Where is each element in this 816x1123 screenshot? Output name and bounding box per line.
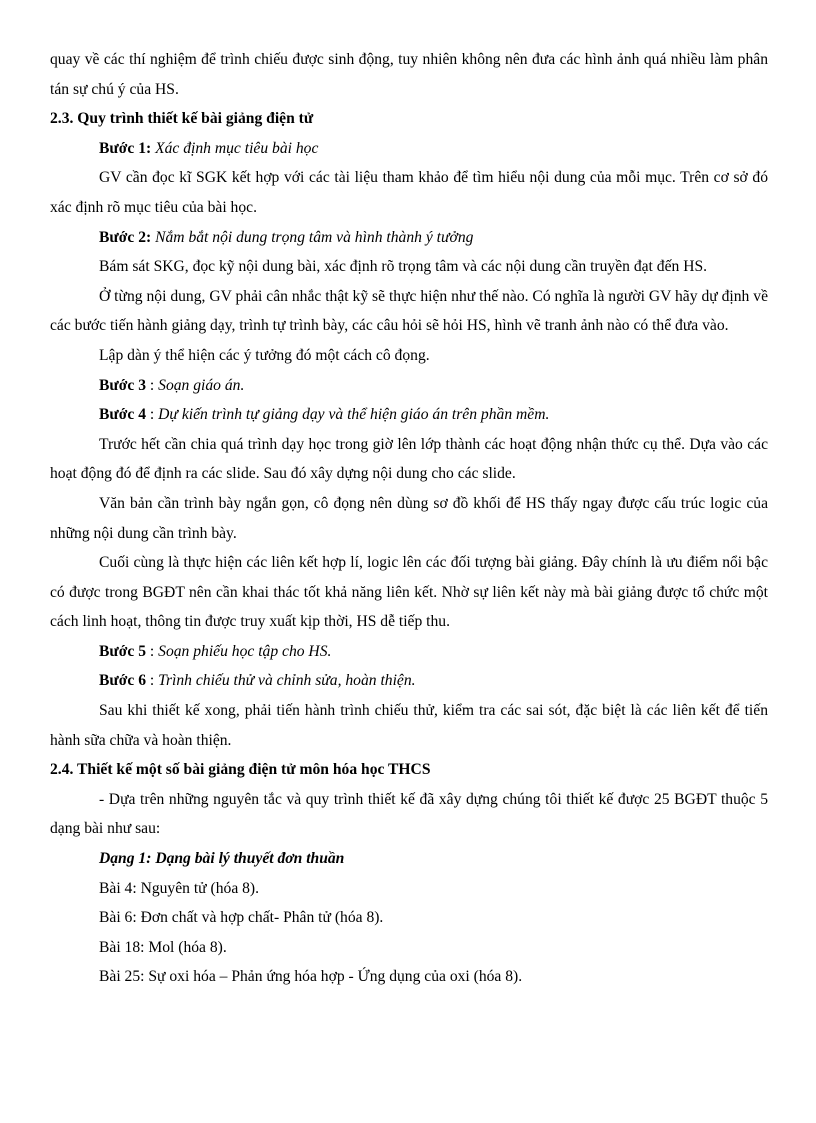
paragraph: GV cần đọc kĩ SGK kết hợp với các tài liệu tham khảo để tìm hiểu nội dung của mỗi mục. Trên cơ sở đó xác định rõ mục tiêu của bài học. [50,169,768,216]
step-label: Bước 3 [99,376,147,394]
step-title: Nắm bắt nội dung trọng tâm và hình thành ý tưởng [155,228,474,246]
section-heading-2-3: 2.3. Quy trình thiết kế bài giảng điện tử [50,110,314,128]
step-label: Bước 2: [99,228,152,246]
step-separator: : [146,672,159,690]
paragraph: Sau khi thiết kế xong, phải tiến hành trình chiếu thử, kiểm tra các sai sót, đặc biệt là các liên kết để tiến hành sữa chữa và hoàn thiện. [50,702,768,749]
step-label: Bước 4 [99,406,147,424]
paragraph: quay về các thí nghiệm để trình chiếu được sinh động, tuy nhiên không nên đưa các hình ảnh quá nhiều làm phân tán sự chú ý của HS. [50,51,768,98]
step-separator: : [146,406,159,424]
lesson-item: Bài 25: Sự oxi hóa – Phản ứng hóa hợp - Ứng dụng của oxi (hóa 8). [99,968,523,986]
step-1 [50,134,768,164]
step-title: Soạn giáo án. [158,376,245,394]
paragraph: Cuối cùng là thực hiện các liên kết hợp lí, logic lên các đối tượng bài giảng. Đây chính là ưu điểm nổi bậc có được trong BGĐT nên cần khai thác tốt khả năng liên kết. Nhờ sự liên kết này mà bài giảng được tổ chức một cách linh hoạt, thông tin được truy xuất kịp thời, HS dễ tiếp thu. [50,554,768,631]
paragraph: Ở từng nội dung, GV phải cân nhắc thật kỹ sẽ thực hiện như thế nào. Có nghĩa là người GV hãy dự định về các bước tiến hành giảng dạy, trình tự trình bày, các câu hỏi sẽ hỏi HS, hình vẽ tranh ảnh nào có thể đưa vào. [50,287,768,335]
step-4 [50,400,768,430]
step-3 [50,371,768,401]
paragraph: Trước hết cần chia quá trình dạy học trong giờ lên lớp thành các hoạt động nhận thức cụ thể. Dựa vào các hoạt động đó để định ra các slide. Sau đó xây dựng nội dung cho các slide. [50,435,768,483]
paragraph: Văn bản cần trình bày ngắn gọn, cô đọng nên dùng sơ đồ khối để HS thấy ngay được cấu trúc logic của những nội dung cần trình bày. [50,494,768,542]
section-heading-2-4: 2.4. Thiết kế một số bài giảng điện tử môn hóa học THCS [50,761,431,779]
paragraph: - Dựa trên những nguyên tắc và quy trình thiết kế đã xây dựng chúng tôi thiết kế được 25 BGĐT thuộc 5 dạng bài như sau: [50,790,768,838]
step-5 [50,637,768,667]
lesson-item: Bài 4: Nguyên tử (hóa 8). [99,879,260,897]
step-title: Dự kiến trình tự giảng dạy và thể hiện giáo án trên phần mềm. [158,406,550,424]
document-page [50,45,768,992]
step-separator: : [146,642,159,660]
paragraph: Lập dàn ý thể hiện các ý tưởng đó một cách cô đọng. [99,346,430,364]
lesson-item: Bài 18: Mol (hóa 8). [99,938,227,956]
step-title: Xác định mục tiêu bài học [155,139,319,157]
step-separator: : [146,376,159,394]
paragraph: Bám sát SKG, đọc kỹ nội dung bài, xác định rõ trọng tâm và các nội dung cần truyền đạt đến HS. [99,258,708,276]
step-title: Soạn phiếu học tập cho HS. [158,642,332,660]
step-label: Bước 6 [99,672,147,690]
step-title: Trình chiếu thử và chỉnh sửa, hoàn thiện. [158,672,416,690]
type-heading: Dạng 1: Dạng bài lý thuyết đơn thuần [99,850,345,868]
step-label: Bước 5 [99,642,147,660]
lesson-item: Bài 6: Đơn chất và hợp chất- Phân tử (hóa 8). [99,909,384,927]
step-2 [50,223,768,253]
step-6 [50,666,768,696]
step-label: Bước 1: [99,139,152,157]
